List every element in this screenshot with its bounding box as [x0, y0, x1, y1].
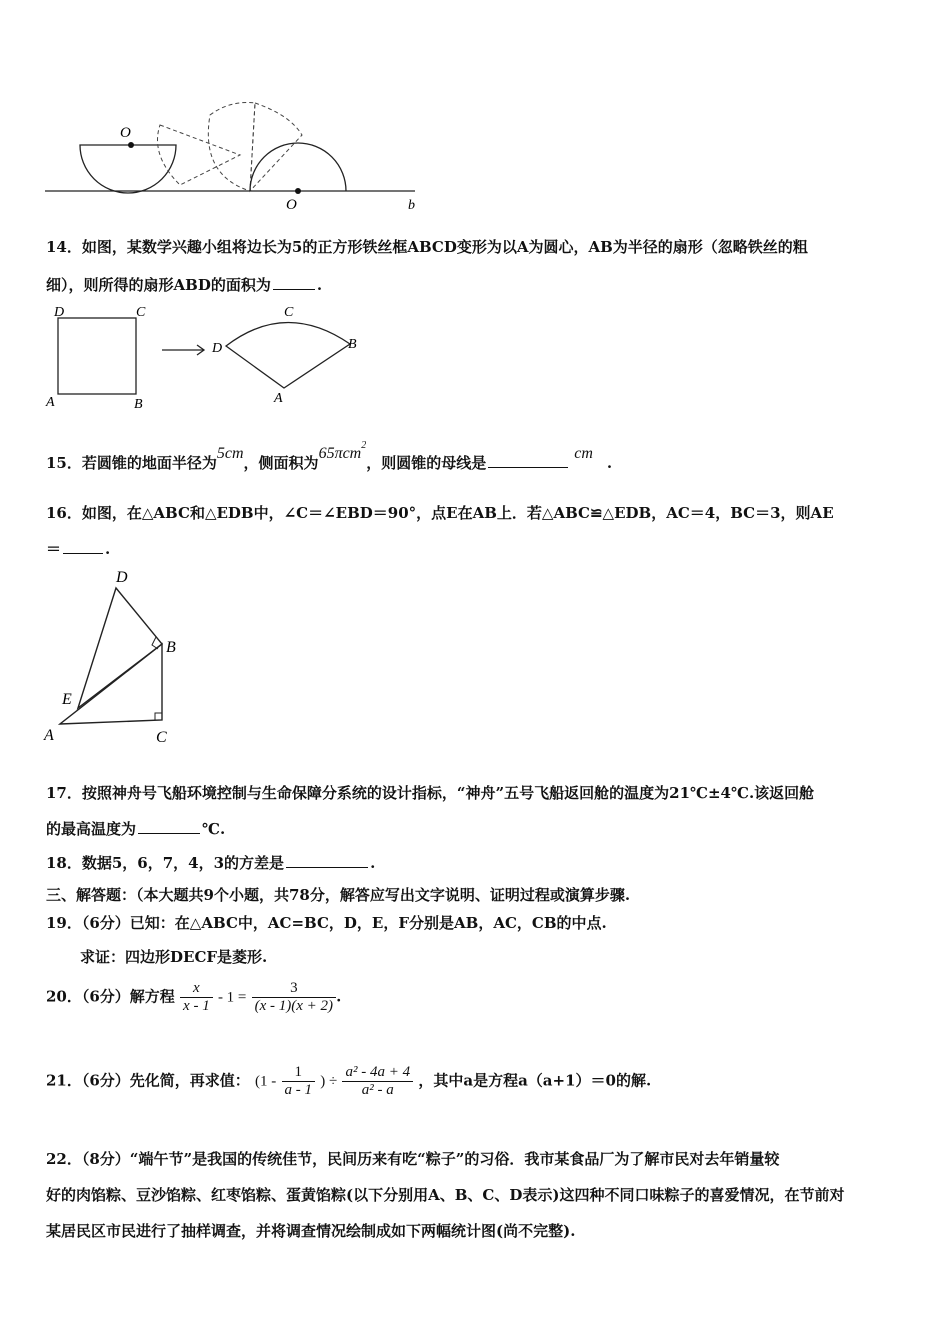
q15-area-exponent: 2: [361, 440, 367, 451]
q20-middle: - 1 =: [217, 989, 247, 1006]
triangle-figure: [40, 564, 200, 750]
q21-f2-numerator: a² - 4a + 4: [345, 1064, 411, 1080]
rolling-position-3: [250, 103, 302, 191]
section-3-header: 三、解答题：（本大题共9个小题，共78分，解答应写出文字说明、证明过程或演算步骤.: [46, 886, 631, 904]
center-point-top: [128, 142, 134, 148]
q21-line: [46, 1064, 651, 1099]
sector-label-a: A: [274, 391, 283, 406]
q14-text: 细），则所得的扇形ABD的面积为: [46, 276, 271, 294]
square-label-c: C: [136, 305, 146, 320]
q18-end: .: [370, 854, 376, 872]
right-angle-c: [155, 713, 162, 720]
q16-line2: [46, 538, 110, 559]
final-semicircle: [250, 143, 346, 191]
q20-end: .: [336, 987, 342, 1006]
q17-answer-blank: [138, 832, 200, 834]
q21-f1-denominator: a - 1: [282, 1081, 316, 1099]
label-a: A: [44, 727, 54, 744]
label-d: D: [116, 569, 128, 586]
q16-text: ＝: [46, 540, 62, 558]
q22-line2: 好的肉馅粽、豆沙馅粽、红枣馅粽、蛋黄馅粽(以下分别用A、B、C、D表示)这四种不同口味粽子的喜爱情况，在节前对: [46, 1186, 845, 1204]
q19-line1: 19．（6分）已知：在△ABC中，AC=BC，D，E，F分别是AB，AC，CB的中点.: [46, 914, 607, 932]
q21-suffix: ，其中a是方程a（a+1）＝0的解.: [418, 1071, 652, 1090]
q14-line2: [46, 274, 322, 295]
q15-text-3: ，则圆锥的母线是: [366, 454, 487, 472]
q16-answer-blank: [63, 552, 103, 554]
sector-label-b: B: [348, 337, 357, 352]
label-b: B: [166, 639, 176, 656]
q22-line3: 某居民区市民进行了抽样调查，并将调查情况绘制成如下两幅统计图(尚不完整).: [46, 1222, 576, 1240]
q21-f2-denominator: a² - a: [342, 1081, 413, 1099]
center-point-bottom: [295, 188, 301, 194]
sector-abd: [226, 322, 350, 388]
label-b: b: [408, 198, 415, 213]
q19-line2: 求证：四边形DECF是菱形.: [80, 948, 268, 966]
label-o-bottom: O: [286, 197, 297, 213]
q21-f1-numerator: 1: [294, 1064, 303, 1080]
q15-line: [46, 440, 613, 473]
sector-label-d: D: [212, 341, 223, 356]
q15-end: .: [606, 454, 613, 472]
q15-answer-blank: [488, 466, 568, 468]
q20-prefix: 20．（6分）解方程: [46, 987, 175, 1006]
sector-label-c: C: [284, 305, 294, 320]
q14-end: .: [316, 276, 323, 294]
q20-line: [46, 980, 341, 1015]
triangle-edb: [78, 588, 162, 708]
q14-line1: 14．如图，某数学兴趣小组将边长为5的正方形铁丝框ABCD变形为以A为圆心，AB为半径的扇形（忽略铁丝的粗: [46, 238, 808, 256]
label-e: E: [62, 691, 72, 708]
q15-text-1: 15．若圆锥的地面半径为: [46, 454, 217, 472]
label-c: C: [156, 729, 167, 746]
q20-fraction-1: [180, 980, 213, 1015]
label-o-top: O: [120, 125, 131, 141]
rolling-position-1: [158, 125, 241, 185]
q18-answer-blank: [286, 866, 368, 868]
q18-text: 18．数据5，6，7，4，3的方差是: [46, 854, 285, 872]
q20-f1-denominator: x - 1: [180, 997, 213, 1015]
q20-f2-denominator: (x - 1)(x + 2): [252, 997, 336, 1015]
q16-line1: 16．如图，在△ABC和△EDB中，∠C＝∠EBD＝90°，点E在AB上．若△ABC≌△EDB，AC＝4，BC＝3，则AE: [46, 504, 834, 522]
q17-line1: 17．按照神舟号飞船环境控制与生命保障分系统的设计指标，“神舟”五号飞船返回舱的温度为21℃±4℃.该返回舱: [46, 784, 815, 802]
q18-line: [46, 852, 375, 873]
q20-fraction-2: [252, 980, 336, 1015]
square-to-sector-figure: [44, 300, 374, 412]
q21-prefix: 21．（6分）先化简，再求值：: [46, 1071, 250, 1090]
q15-area: 65πcm: [318, 445, 362, 462]
square-abcd: [58, 318, 136, 394]
rolling-position-2: [208, 103, 255, 192]
q15-unit: cm: [574, 445, 593, 462]
q17-text: 的最高温度为: [46, 820, 137, 838]
q20-f1-numerator: x: [193, 980, 200, 996]
q15-text-2: ，侧面积为: [243, 454, 319, 472]
square-label-a: A: [46, 395, 55, 410]
q21-fraction-2: [342, 1064, 413, 1099]
q17-line2: [46, 818, 225, 839]
rolling-semicircle-figure: [40, 95, 430, 215]
square-label-b: B: [134, 397, 143, 412]
q20-f2-numerator: 3: [290, 980, 298, 996]
q21-close: ) ÷: [320, 1073, 338, 1090]
q16-end: .: [105, 540, 111, 558]
q22-line1: 22．（8分）“端午节”是我国的传统佳节，民间历来有吃“粽子”的习俗．我市某食品厂为了解市民对去年销量较: [46, 1150, 780, 1168]
q15-radius: 5cm: [216, 445, 244, 462]
square-label-d: D: [54, 305, 65, 320]
q17-unit: ℃.: [202, 820, 226, 838]
q21-open: (1 -: [255, 1073, 277, 1090]
initial-semicircle: [80, 145, 176, 193]
q14-answer-blank: [273, 288, 315, 290]
q21-fraction-1: [282, 1064, 316, 1099]
